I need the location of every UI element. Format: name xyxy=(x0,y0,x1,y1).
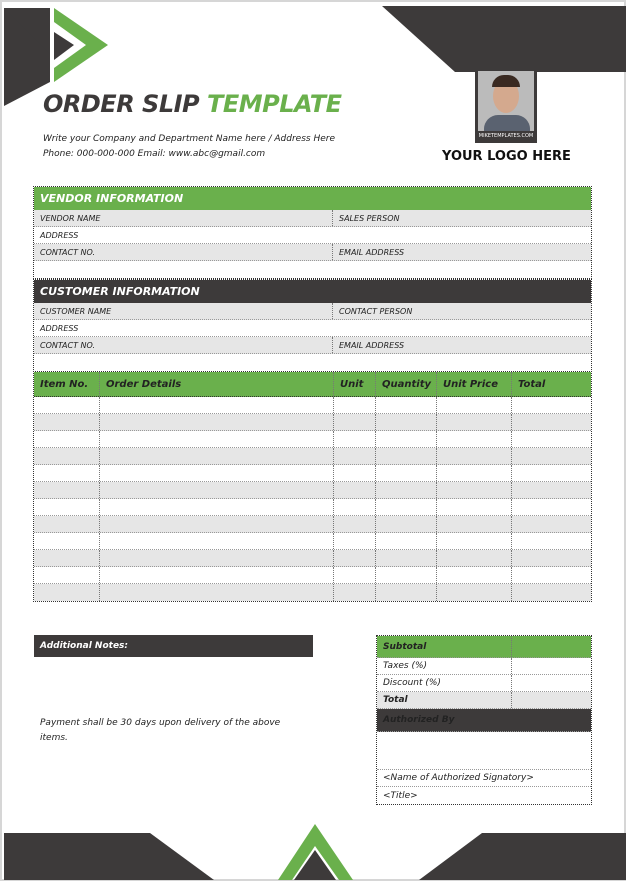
table-cell[interactable] xyxy=(512,431,591,447)
customer-section xyxy=(33,279,592,372)
table-cell[interactable] xyxy=(34,533,100,549)
taxes-value[interactable] xyxy=(512,658,591,674)
contact-line: Phone: 000-000-000 Email: www.abc@gmail.com xyxy=(43,149,266,159)
table-cell[interactable] xyxy=(437,448,512,464)
customer-address-field[interactable]: ADDRESS xyxy=(40,323,79,333)
table-row xyxy=(34,448,591,465)
table-cell[interactable] xyxy=(437,397,512,413)
total-label: Total xyxy=(377,692,512,708)
table-cell[interactable] xyxy=(34,431,100,447)
table-cell[interactable] xyxy=(376,533,437,549)
table-row xyxy=(34,431,591,448)
table-cell[interactable] xyxy=(334,482,376,498)
table-cell[interactable] xyxy=(334,550,376,566)
logo-image xyxy=(475,68,537,143)
table-cell[interactable] xyxy=(512,499,591,515)
table-cell[interactable] xyxy=(34,567,100,583)
logo-caption: MIKETEMPLATES.COM xyxy=(478,133,534,139)
table-row xyxy=(34,567,591,584)
table-cell[interactable] xyxy=(34,499,100,515)
table-cell[interactable] xyxy=(334,533,376,549)
col-unit: Unit xyxy=(334,372,376,396)
company-line: Write your Company and Department Name here / Address Here xyxy=(43,134,336,144)
table-cell[interactable] xyxy=(376,414,437,430)
table-cell[interactable] xyxy=(376,397,437,413)
totals-table xyxy=(376,635,592,805)
table-cell[interactable] xyxy=(512,567,591,583)
table-cell[interactable] xyxy=(437,465,512,481)
table-cell[interactable] xyxy=(100,550,334,566)
items-header-row xyxy=(34,372,591,397)
corner-band-top-right xyxy=(382,6,626,72)
table-cell[interactable] xyxy=(512,448,591,464)
table-cell[interactable] xyxy=(34,482,100,498)
table-cell[interactable] xyxy=(100,465,334,481)
authorized-by-header: Authorized By xyxy=(383,715,455,725)
table-cell[interactable] xyxy=(512,550,591,566)
logo-text: YOUR LOGO HERE xyxy=(442,149,571,164)
table-cell[interactable] xyxy=(34,448,100,464)
table-cell[interactable] xyxy=(512,533,591,549)
customer-contact-field[interactable]: CONTACT NO. xyxy=(34,337,333,353)
table-cell[interactable] xyxy=(100,482,334,498)
table-row xyxy=(34,533,591,550)
table-cell[interactable] xyxy=(376,550,437,566)
title-dark: ORDER SLIP xyxy=(43,90,200,118)
table-cell[interactable] xyxy=(437,550,512,566)
vendor-header: VENDOR INFORMATION xyxy=(34,187,591,210)
col-item-no: Item No. xyxy=(34,372,100,396)
table-cell[interactable] xyxy=(376,465,437,481)
contact-person-field[interactable]: CONTACT PERSON xyxy=(339,306,413,316)
vendor-section xyxy=(33,186,592,279)
table-cell[interactable] xyxy=(376,567,437,583)
table-cell[interactable] xyxy=(437,533,512,549)
table-cell[interactable] xyxy=(100,397,334,413)
subtotal-label: Subtotal xyxy=(377,636,512,657)
customer-header: CUSTOMER INFORMATION xyxy=(34,280,591,303)
table-cell[interactable] xyxy=(334,397,376,413)
table-cell[interactable] xyxy=(100,431,334,447)
table-cell[interactable] xyxy=(334,465,376,481)
table-cell[interactable] xyxy=(376,431,437,447)
table-cell[interactable] xyxy=(334,448,376,464)
table-row xyxy=(34,482,591,499)
table-cell[interactable] xyxy=(376,516,437,532)
signature-area[interactable] xyxy=(377,732,591,770)
taxes-label: Taxes (%) xyxy=(377,658,512,674)
table-row xyxy=(34,414,591,431)
table-row xyxy=(34,516,591,533)
table-cell[interactable] xyxy=(437,516,512,532)
table-cell[interactable] xyxy=(437,431,512,447)
table-cell[interactable] xyxy=(100,499,334,515)
table-cell[interactable] xyxy=(334,431,376,447)
table-cell[interactable] xyxy=(34,397,100,413)
table-cell[interactable] xyxy=(437,584,512,601)
table-cell[interactable] xyxy=(100,516,334,532)
table-row xyxy=(34,584,591,601)
table-cell[interactable] xyxy=(376,584,437,601)
customer-name-field[interactable]: CUSTOMER NAME xyxy=(34,303,333,319)
table-cell[interactable] xyxy=(334,414,376,430)
table-cell[interactable] xyxy=(376,448,437,464)
table-row xyxy=(34,465,591,482)
table-cell[interactable] xyxy=(100,414,334,430)
table-cell[interactable] xyxy=(34,414,100,430)
vendor-email-field[interactable]: EMAIL ADDRESS xyxy=(339,247,405,257)
table-cell[interactable] xyxy=(512,397,591,413)
table-cell[interactable] xyxy=(376,482,437,498)
table-cell[interactable] xyxy=(437,482,512,498)
table-cell[interactable] xyxy=(334,584,376,601)
table-cell[interactable] xyxy=(437,567,512,583)
table-cell[interactable] xyxy=(376,499,437,515)
col-quantity: Quantity xyxy=(376,372,437,396)
table-row xyxy=(34,499,591,516)
vendor-contact-field[interactable]: CONTACT NO. xyxy=(34,244,333,260)
table-cell[interactable] xyxy=(100,584,334,601)
table-cell[interactable] xyxy=(34,584,100,601)
table-cell[interactable] xyxy=(34,465,100,481)
table-cell[interactable] xyxy=(100,448,334,464)
table-cell[interactable] xyxy=(34,516,100,532)
total-value[interactable] xyxy=(512,692,591,708)
signatory-title-field[interactable]: <Title> xyxy=(383,790,418,801)
table-cell[interactable] xyxy=(512,414,591,430)
col-total: Total xyxy=(518,378,546,390)
page-title xyxy=(43,90,342,118)
table-cell[interactable] xyxy=(437,414,512,430)
customer-blank-row[interactable] xyxy=(34,354,591,371)
vendor-blank-row[interactable] xyxy=(34,261,591,278)
col-order-details: Order Details xyxy=(100,372,334,396)
table-cell[interactable] xyxy=(437,499,512,515)
sales-person-field[interactable]: SALES PERSON xyxy=(339,213,400,223)
table-cell[interactable] xyxy=(512,482,591,498)
table-cell[interactable] xyxy=(334,516,376,532)
title-green: TEMPLATE xyxy=(207,90,342,118)
signatory-name-field[interactable]: <Name of Authorized Signatory> xyxy=(383,773,534,783)
notes-text[interactable]: Payment shall be 30 days upon delivery of the above items. xyxy=(40,718,281,743)
table-cell[interactable] xyxy=(334,567,376,583)
subtotal-value[interactable] xyxy=(512,636,591,657)
table-row xyxy=(34,550,591,567)
vendor-address-field[interactable]: ADDRESS xyxy=(40,230,79,240)
table-cell[interactable] xyxy=(512,465,591,481)
customer-email-field[interactable]: EMAIL ADDRESS xyxy=(339,340,405,350)
discount-label: Discount (%) xyxy=(377,675,512,691)
discount-value[interactable] xyxy=(512,675,591,691)
table-cell[interactable] xyxy=(512,516,591,532)
notes-header: Additional Notes: xyxy=(34,635,313,657)
table-cell[interactable] xyxy=(34,550,100,566)
items-table xyxy=(33,371,592,602)
table-cell[interactable] xyxy=(100,533,334,549)
col-unit-price: Unit Price xyxy=(437,372,512,396)
table-cell[interactable] xyxy=(512,584,591,601)
table-cell[interactable] xyxy=(334,499,376,515)
table-row xyxy=(34,397,591,414)
table-cell[interactable] xyxy=(100,567,334,583)
vendor-name-field[interactable]: VENDOR NAME xyxy=(34,210,333,226)
